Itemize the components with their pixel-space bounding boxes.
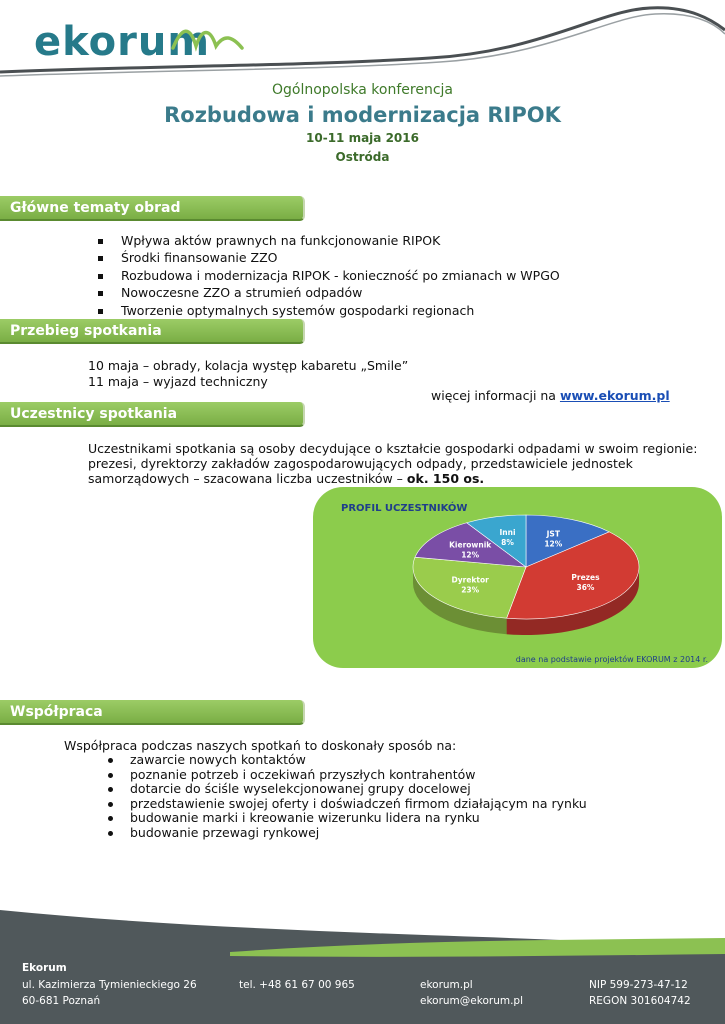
logo-swoosh-icon	[170, 26, 245, 54]
list-item: poznanie potrzeb i oczekiwań przyszłych kontrahentów	[108, 768, 587, 783]
pie-value-label: 36%	[576, 582, 595, 592]
list-item: budowanie przewagi rynkowej	[108, 826, 587, 841]
pie-category-label: Dyrektor	[451, 575, 489, 585]
section-participants-heading: Uczestnicy spotkania	[0, 402, 305, 427]
pie-category-label: Inni	[499, 527, 516, 537]
cooperation-intro: Współpraca podczas naszych spotkań to doskonały sposób na:	[64, 738, 457, 753]
conference-type: Ogólnopolska konferencja	[271, 82, 453, 98]
pie-category-label: Prezes	[571, 572, 600, 582]
footer-web[interactable]: ekorum.pl	[420, 979, 473, 991]
pie-value-label: 12%	[544, 539, 563, 549]
chart-source-note: dane na podstawie projektów EKORUM z 2014 r.	[515, 655, 708, 664]
footer-regon: REGON 301604742	[589, 995, 691, 1007]
list-item: Rozbudowa i modernizacja RIPOK - konieczność po zmianach w WPGO	[98, 267, 560, 284]
participants-line1: Uczestnikami spotkania są osoby decydujące o kształcie gospodarki odpadami w swoim regionie:	[88, 441, 698, 456]
pie-value-label: 12%	[461, 550, 480, 560]
chart-title: PROFIL UCZESTNIKÓW	[341, 503, 468, 514]
list-item: Wpływa aktów prawnych na funkcjonowanie RIPOK	[98, 232, 560, 249]
section-schedule-heading: Przebieg spotkania	[0, 319, 305, 344]
list-item: dotarcie do ściśle wyselekcjonowanej grupy docelowej	[108, 782, 587, 797]
participants-profile-chart	[313, 487, 722, 668]
conference-title: Rozbudowa i modernizacja RIPOK	[164, 103, 561, 127]
footer-street: ul. Kazimierza Tymienieckiego 26	[22, 979, 197, 991]
conference-date: 10-11 maja 2016	[306, 131, 419, 145]
section-topics-heading: Główne tematy obrad	[0, 196, 305, 221]
company-logo: ekorum	[34, 19, 211, 65]
pie-value-label: 23%	[461, 585, 480, 595]
section-cooperation-heading: Współpraca	[0, 700, 305, 725]
more-info: więcej informacji na www.ekorum.pl	[431, 388, 670, 403]
list-item: Tworzenie optymalnych systemów gospodarki regionach	[98, 302, 560, 319]
schedule-day2: 11 maja – wyjazd techniczny	[88, 374, 268, 389]
pie-chart	[313, 487, 722, 668]
list-item: Środki finansowanie ZZO	[98, 249, 560, 266]
list-item: budowanie marki i kreowanie wizerunku lidera na rynku	[108, 811, 587, 826]
topics-list	[98, 232, 560, 319]
schedule-day1: 10 maja – obrady, kolacja występ kabaretu „Smile”	[88, 358, 409, 373]
cooperation-list	[108, 753, 587, 841]
pie-value-label: 8%	[501, 537, 514, 547]
participants-line3: samorządowych – szacowana liczba uczestników – ok. 150 os.	[88, 471, 485, 486]
list-item: Nowoczesne ZZO a strumień odpadów	[98, 284, 560, 301]
footer-nip: NIP 599-273-47-12	[589, 979, 688, 991]
website-link[interactable]: www.ekorum.pl	[559, 388, 670, 403]
list-item: przedstawienie swojej oferty i doświadczeń firmom działającym na rynku	[108, 797, 587, 812]
footer-company: Ekorum	[22, 962, 67, 974]
footer-email[interactable]: ekorum@ekorum.pl	[420, 995, 524, 1007]
pie-category-label: JST	[546, 529, 560, 539]
participants-line2: prezesi, dyrektorzy zakładów zagospodarowujących odpady, przedstawiciele jednostek	[88, 456, 633, 471]
list-item: zawarcie nowych kontaktów	[108, 753, 587, 768]
footer-city: 60-681 Poznań	[22, 995, 101, 1007]
conference-place: Ostróda	[335, 150, 390, 164]
footer-phone: tel. +48 61 67 00 965	[239, 979, 355, 991]
pie-category-label: Kierownik	[449, 540, 492, 550]
